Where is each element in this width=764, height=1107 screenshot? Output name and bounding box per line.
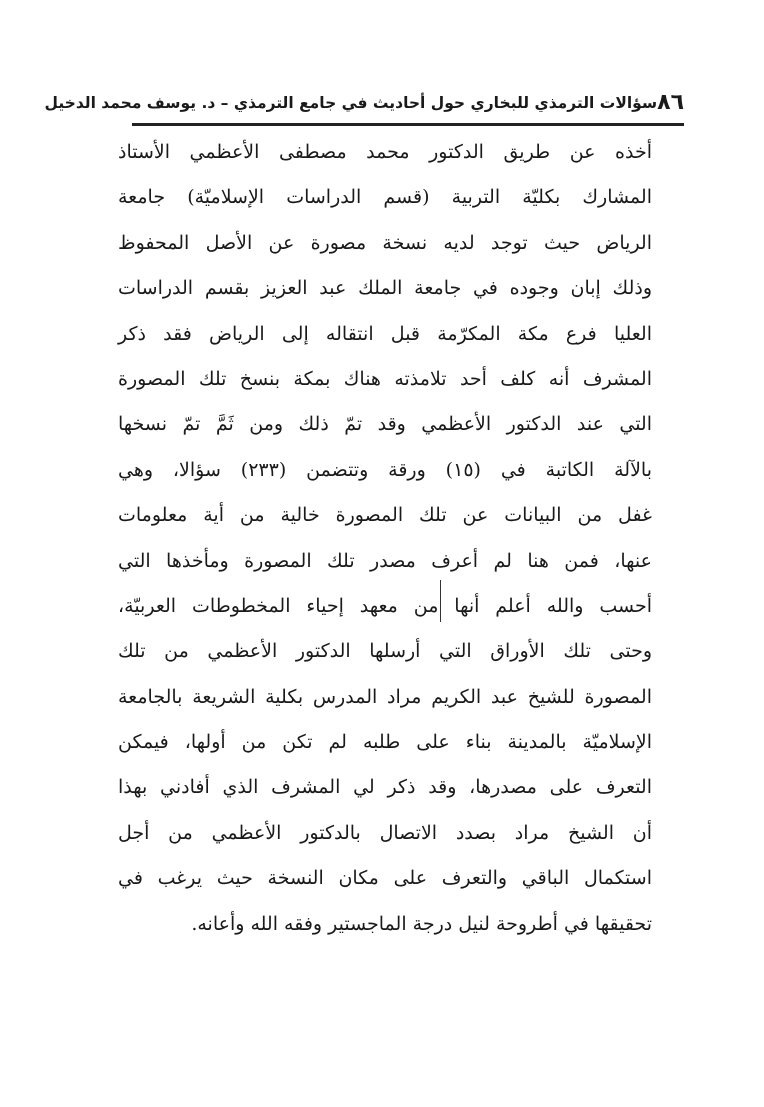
body-line: أخذه عن طريق الدكتور محمد مصطفى الأعظمي الأستاذ	[118, 141, 652, 163]
body-line: أحسب والله أعلم أنها من معهد إحياء المخطوطات العربيّة،	[118, 594, 652, 617]
body-line: التي عند الدكتور الأعظمي وقد تمّ ذلك ومن ثَمَّ تمّ نسخها	[118, 413, 652, 436]
body-line: غفل من البيانات عن تلك المصورة خالية من أية معلومات	[118, 504, 652, 527]
body-line: التعرف على مصدرها، وقد ذكر لي المشرف الذي أفادني بهذا	[118, 776, 652, 799]
page-number: ٨٦	[657, 90, 684, 115]
body-line: المصورة للشيخ عبد الكريم مراد المدرس بكلية الشريعة بالجامعة	[118, 685, 652, 708]
cursor-mark	[440, 580, 441, 622]
running-header-title: سؤالات الترمذي للبخاري حول أحاديث في جامع الترمذي – د. يوسف محمد الدخيل	[44, 94, 658, 112]
body-line: الرياض حيث توجد لديه نسخة مصورة عن الأصل المحفوظ	[118, 231, 652, 254]
body-line-last: تحقيقها في أطروحة لنيل درجة الماجستير وفقه الله وأعانه.	[191, 912, 652, 935]
body-line: بالآلة الكاتبة في (١٥) ورقة وتتضمن (٢٣٣) سؤالا، وهي	[118, 458, 652, 481]
body-line: الإسلاميّة بالمدينة بناء على طلبه لم تكن من أولها، فيمكن	[118, 731, 652, 754]
running-header	[44, 88, 684, 118]
body-line: وحتى تلك الأوراق التي أرسلها الدكتور الأعظمي من تلك	[118, 640, 652, 663]
body-line: المشرف أنه كلف أحد تلامذته هناك بمكة بنسخ تلك المصورة	[118, 367, 652, 390]
body-line: المشارك بكليّة التربية (قسم الدراسات الإسلاميّة) جامعة	[118, 186, 652, 209]
header-rule	[132, 123, 684, 126]
body-line: وذلك إبان وجوده في جامعة الملك عبد العزيز بقسم الدراسات	[118, 277, 652, 300]
body-text	[118, 130, 652, 947]
body-line: استكمال الباقي والتعرف على مكان النسخة حيث يرغب في	[118, 867, 652, 890]
body-line: العليا فرع مكة المكرّمة قبل انتقاله إلى الرياض فقد ذكر	[118, 322, 652, 345]
body-line: عنها، فمن هنا لم أعرف مصدر تلك المصورة ومأخذها التي	[118, 549, 652, 572]
body-line: أن الشيخ مراد بصدد الاتصال بالدكتور الأعظمي من أجل	[118, 821, 652, 844]
